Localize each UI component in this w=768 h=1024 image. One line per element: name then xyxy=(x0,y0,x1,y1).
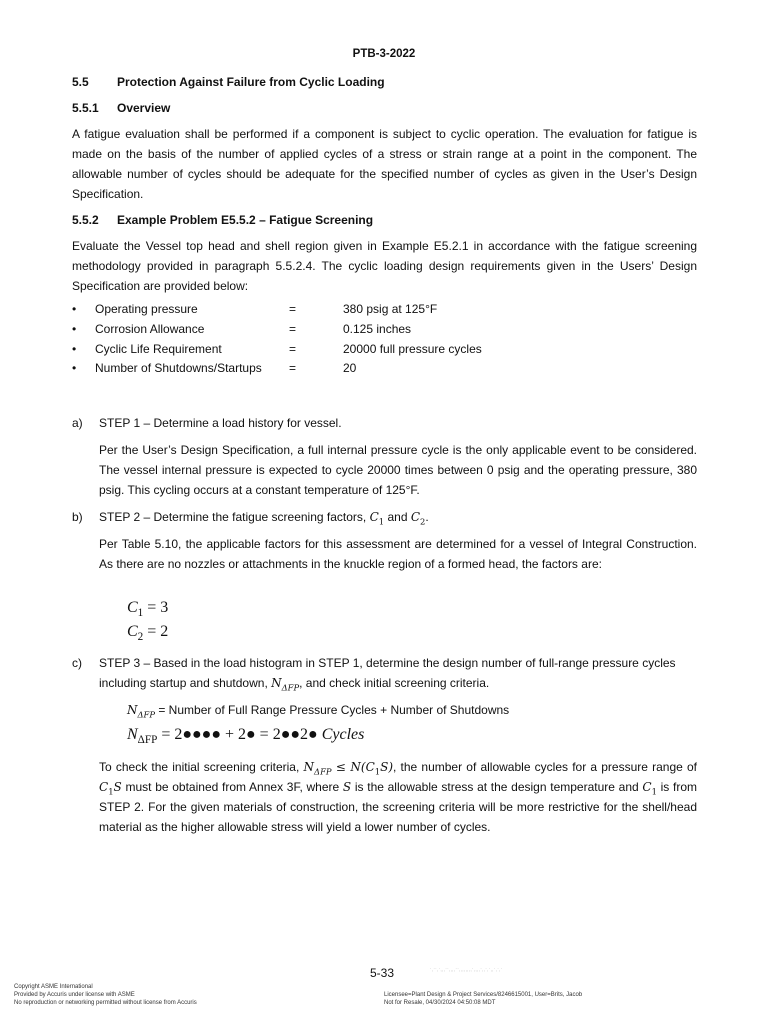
c2-symbol: C xyxy=(410,510,421,524)
inequality-subscript: 1 xyxy=(374,766,381,777)
nfp-symbol: N xyxy=(127,703,138,717)
equation-unit: Cycles xyxy=(321,726,365,743)
bullet-label: Number of Shutdowns/Startups xyxy=(95,361,262,375)
section-heading-5-5 xyxy=(72,72,385,92)
page-number: 5-33 xyxy=(370,966,395,980)
section-number: 5.5 xyxy=(72,75,89,89)
section-number: 5.5.1 xyxy=(72,101,99,115)
nfp-definition xyxy=(127,700,509,720)
bullet-label: Cyclic Life Requirement xyxy=(95,342,222,356)
para-text: , the number of allowable cycles for a pressure range xyxy=(393,760,683,774)
nfp-subscript: ΔFP xyxy=(137,709,155,720)
footer-licensee: Licensee=Plant Design & Project Services/8246615001, User=Brits, Jacob xyxy=(384,992,583,998)
step-c-heading xyxy=(72,653,697,693)
inequality-end: S) xyxy=(380,760,394,774)
print-noise: `,``,`,,,``,,,,``,,,,,,,,`,,,,`,,`,`,,`,`,` xyxy=(430,967,503,972)
bullet-value: 380 psig at 125°F xyxy=(343,302,438,316)
step-b-body: Per Table 5.10, the applicable factors for this assessment are determined for a vessel of Integral Construction. As there are no nozzles or attachments in the knuckle region of a formed head, the factors are: xyxy=(99,537,697,571)
bullet-item xyxy=(72,358,692,378)
para-text: is the allowable stress at the design temperature and xyxy=(354,780,639,794)
definition-text: = Number of Full Range Pressure Cycles + Number of Shutdowns xyxy=(158,703,510,717)
c1-symbol: C xyxy=(642,780,652,794)
c1-symbol: C xyxy=(99,780,109,794)
nfp-symbol: N xyxy=(271,676,282,690)
section-number: 5.5.2 xyxy=(72,213,99,227)
section-heading-5-5-2 xyxy=(72,210,373,230)
inequality: ≤ N(C xyxy=(335,760,375,774)
conjunction: and xyxy=(387,510,408,524)
bullet-value: 0.125 inches xyxy=(343,322,412,336)
section-title: Overview xyxy=(117,101,171,115)
bullet-equals: = xyxy=(289,322,297,336)
section-title: Protection Against Failure from Cyclic Loading xyxy=(117,75,385,89)
punctuation: . xyxy=(425,510,429,524)
equation-rhs: = 2●●●● + 2● = 2●●2● xyxy=(161,726,322,743)
bullet-value: 20 xyxy=(343,361,357,375)
c2-symbol: C xyxy=(127,623,138,640)
step-title: STEP 1 – Determine a load history for vessel. xyxy=(99,416,342,430)
bullet-equals: = xyxy=(289,342,297,356)
step-letter: c) xyxy=(72,656,82,670)
equation-rhs: = 2 xyxy=(147,623,169,640)
nfp-subscript: ΔFP xyxy=(281,682,300,693)
step-text: , and check initial screening criteria. xyxy=(299,676,490,690)
c1-symbol: C xyxy=(127,599,138,616)
equation-c2 xyxy=(127,622,168,642)
footer-copyright: Copyright ASME International xyxy=(14,984,93,990)
step-title-line xyxy=(99,507,697,527)
bullet-dot: • xyxy=(72,322,77,336)
para-text: must be obtained from Annex 3F, where xyxy=(125,780,340,794)
bullet-equals: = xyxy=(289,302,297,316)
bullet-item xyxy=(72,339,692,359)
nfp-subscript: ΔFP xyxy=(137,734,158,747)
s-symbol: S xyxy=(342,780,352,794)
c1-subscript: 1 xyxy=(108,786,114,797)
step-letter: a) xyxy=(72,416,83,430)
para-text: of xyxy=(686,760,697,774)
screening-criteria-paragraph xyxy=(99,757,697,837)
para-text: from STEP 2. For the given materials of construction, the screening criteria will be more restrictive for the shell/head material as the higher allowable stress will yield a lower number of cycles. xyxy=(99,780,698,834)
equation-rhs: = 3 xyxy=(147,599,169,616)
bullet-label: Corrosion Allowance xyxy=(95,322,205,336)
footer-reproduction: No reproduction or networking permitted without license from Accuris xyxy=(14,1000,197,1006)
section-title: Example Problem E5.5.2 – Fatigue Screening xyxy=(117,213,374,227)
c1-subscript: 1 xyxy=(651,786,657,797)
step-a-heading xyxy=(72,413,697,433)
step-title: STEP 3 – Based in the load histogram in STEP 1, determine the design number of full-range pressure cycles xyxy=(99,656,676,670)
c1-subscript: 1 xyxy=(378,516,385,527)
section-heading-5-5-1 xyxy=(72,98,170,118)
bullet-value: 20000 full pressure cycles xyxy=(343,342,482,356)
example-intro-paragraph: Evaluate the Vessel top head and shell region given in Example E5.2.1 in accordance with the fatigue screening methodology provided in paragraph 5.5.2.4. The cyclic loading design requirements given in the Users’ Design Specification are provided below: xyxy=(72,239,697,293)
nfp-subscript: ΔFP xyxy=(314,766,332,777)
step-a-body: Per the User’s Design Specification, a full internal pressure cycle is the only applicable event to be considered. The vessel internal pressure is expected to cycle 20000 times between 0 psig and the operating pressure, 380 psig. This cycling occurs at a constant temperature of 125°F. xyxy=(99,443,697,497)
footer-provided: Provided by Accuris under license with ASME xyxy=(14,992,135,998)
nfp-equation xyxy=(127,725,364,745)
equation-c1 xyxy=(127,598,168,618)
bullet-equals: = xyxy=(289,361,297,375)
footer-resale: Not for Resale, 04/30/2024 04:50:08 MDT xyxy=(384,1000,496,1006)
bullet-dot: • xyxy=(72,361,77,375)
footer-right xyxy=(384,991,582,1007)
nfp-symbol: N xyxy=(303,760,315,774)
c2-subscript: 2 xyxy=(420,516,426,527)
nfp-symbol: N xyxy=(127,726,138,743)
step-letter: b) xyxy=(72,510,83,524)
running-header: PTB-3-2022 xyxy=(352,48,416,60)
s-symbol: S xyxy=(113,780,122,794)
bullet-label: Operating pressure xyxy=(95,302,198,316)
bullet-dot: • xyxy=(72,302,77,316)
bullet-dot: • xyxy=(72,342,77,356)
para-text: To check the initial screening criteria, xyxy=(99,760,300,774)
c1-subscript: 1 xyxy=(137,607,144,620)
step-title-line-2 xyxy=(99,673,697,693)
bullet-item xyxy=(72,299,692,319)
bullet-item xyxy=(72,319,692,339)
step-b-heading xyxy=(72,507,697,527)
step-title: STEP 2 – Determine the fatigue screening factors, xyxy=(99,510,367,524)
c2-subscript: 2 xyxy=(137,631,144,644)
step-text: including startup and shutdown, xyxy=(99,676,268,690)
footer-left xyxy=(14,983,197,1007)
overview-paragraph: A fatigue evaluation shall be performed if a component is subject to cyclic operation. The evaluation for fatigue is made on the basis of the number of applied cycles of a stress or strain range at a point in the component. The allowable number of cycles should be adequate for the specified number of cycles as given in the User’s Design Specification. xyxy=(72,127,697,201)
c1-symbol: C xyxy=(369,510,379,524)
para-text: is xyxy=(660,780,670,794)
